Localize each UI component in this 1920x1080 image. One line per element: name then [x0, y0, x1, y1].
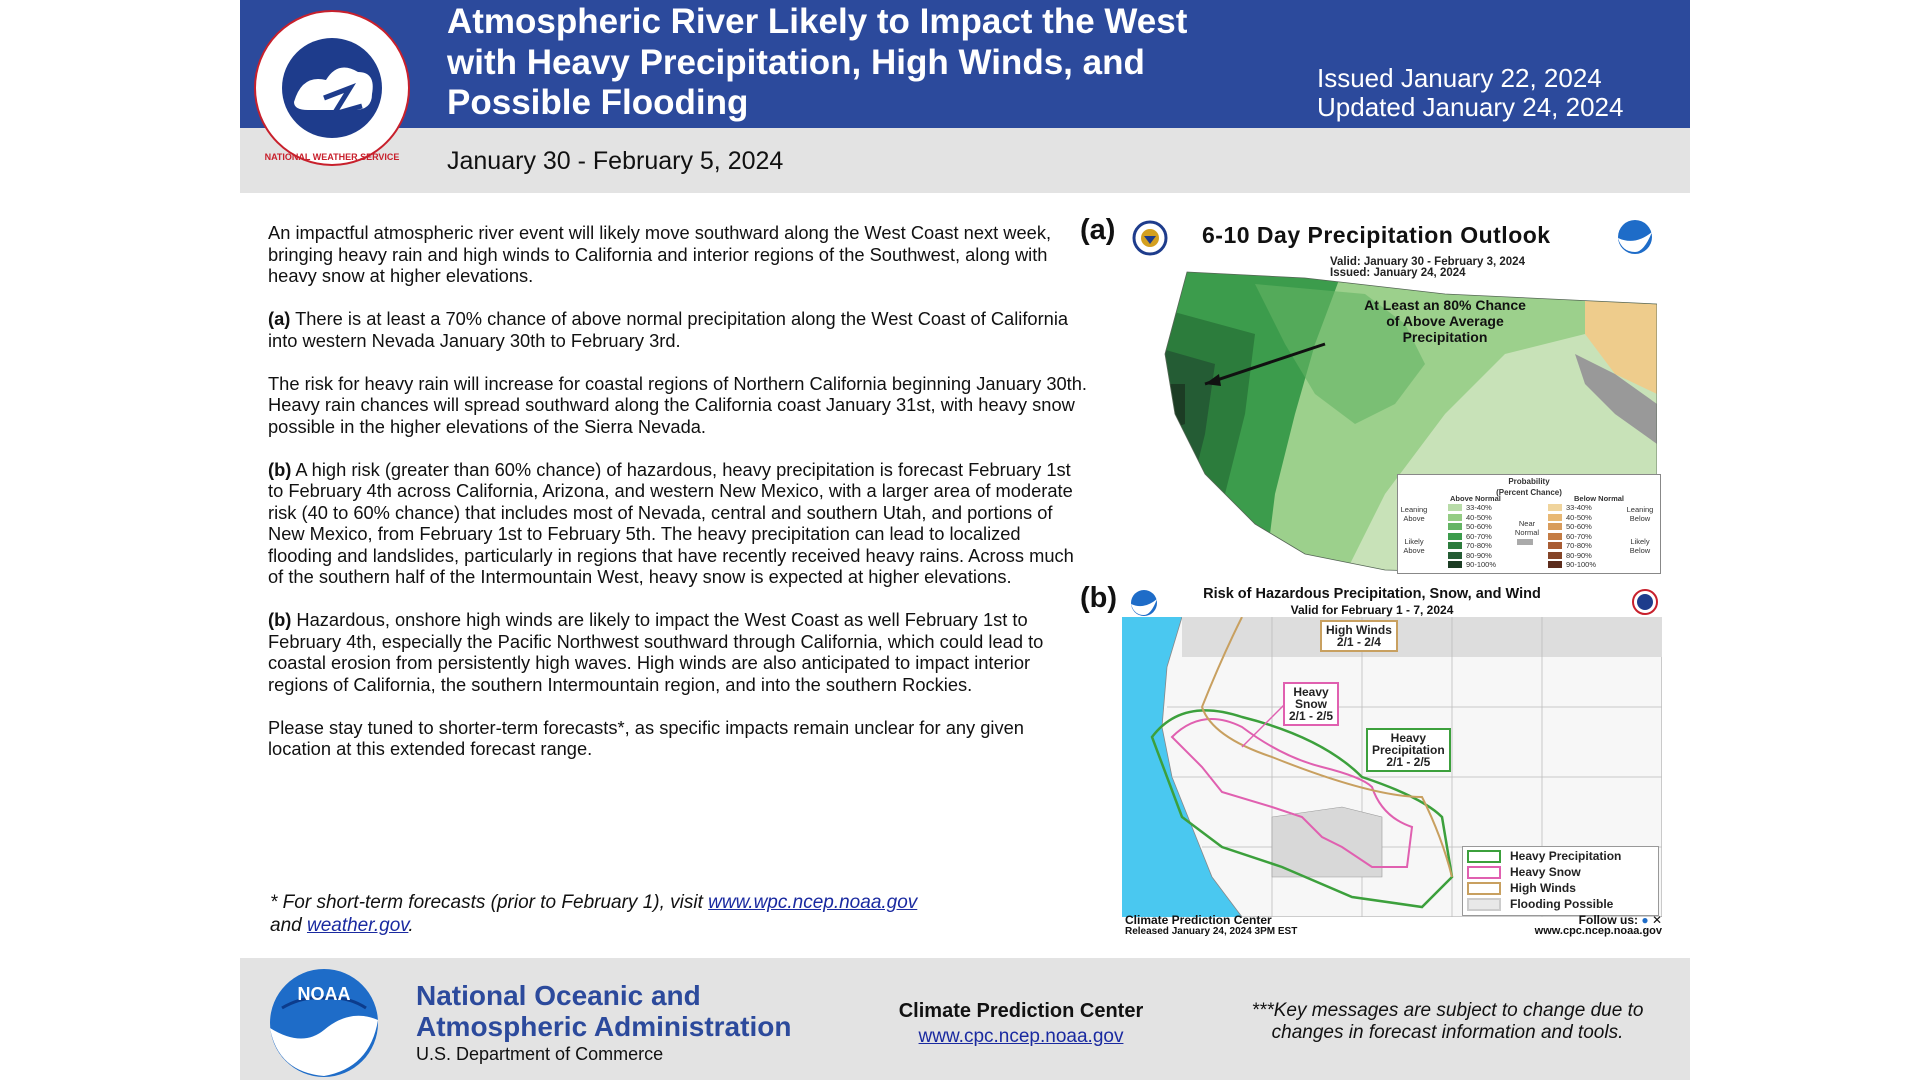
legend-above-range: 70-80% [1466, 541, 1492, 551]
legend-below-swatch [1548, 542, 1562, 549]
map-b-released: Released January 24, 2024 3PM EST [1125, 926, 1298, 937]
legend-below-row [1548, 503, 1596, 513]
hazards-legend [1462, 846, 1659, 916]
noaa-small-icon-b [1126, 588, 1162, 618]
cpc-link[interactable]: www.cpc.ncep.noaa.gov [918, 1026, 1124, 1047]
legend-leaning-below: Leaning Below [1626, 505, 1654, 523]
legend-flooding: Flooding Possible [1510, 897, 1614, 911]
legend-below-range: 33-40% [1566, 503, 1592, 513]
legend-high-winds: High Winds [1510, 881, 1576, 895]
label-b1: (b) [268, 458, 292, 480]
legend-subtitle: (Percent Chance) [1496, 488, 1562, 497]
swatch-heavy-precip [1467, 850, 1501, 863]
legend-heavy-snow: Heavy Snow [1510, 865, 1581, 879]
legend-above-row [1448, 503, 1496, 513]
footnote [270, 891, 1090, 937]
risk-title: Risk of Hazardous Precipitation, Snow, and Wind [1203, 586, 1541, 602]
legend-below-swatch [1548, 514, 1562, 521]
legend-above-swatch [1448, 514, 1462, 521]
updated-date: Updated January 24, 2024 [1317, 92, 1624, 122]
slide [240, 0, 1690, 1080]
legend-near-normal: Near Normal [1514, 519, 1540, 537]
risk-title-block [1172, 586, 1572, 618]
probability-legend [1397, 474, 1661, 574]
legend-below-swatches [1548, 503, 1596, 570]
legend-above-swatch [1448, 533, 1462, 540]
legend-below-row [1548, 560, 1596, 570]
paragraph-rain: The risk for heavy rain will increase for coastal regions of Northern California beginning January 30th. Heavy rain chances will spread southward along the California coast January 31st, with heavy snow possible in the higher elevations of the Sierra Nevada. [268, 372, 1088, 437]
legend-below-swatch [1548, 561, 1562, 568]
panel-b-label: (b) [1080, 582, 1118, 614]
legend-above-header: Above Normal [1450, 494, 1501, 503]
legend-below-range: 90-100% [1566, 560, 1597, 570]
legend-below-header: Below Normal [1574, 494, 1625, 503]
label-high-winds [1320, 620, 1398, 652]
map-b-org: Climate Prediction Center [1125, 913, 1272, 927]
legend-below-row [1548, 513, 1596, 523]
intro-paragraph: An impactful atmospheric river event will likely move southward along the West Coast next week, bringing heavy rain and high winds to California and interior regions of the Southwest, along with heavy snow at higher elevations. [268, 222, 1052, 286]
legend-above-row [1448, 532, 1496, 542]
heavy-snow-text-2: Snow [1295, 697, 1328, 711]
paragraph-b2 [268, 609, 1088, 695]
legend-below-range: 40-50% [1566, 512, 1592, 522]
doc-name: U.S. Department of Commerce [416, 1044, 664, 1064]
paragraph-a [268, 308, 1088, 351]
swatch-heavy-snow [1467, 866, 1501, 879]
paragraph-b1 [268, 459, 1088, 588]
legend-heavy-precip: Heavy Precipitation [1510, 849, 1622, 863]
callout-line-2: of Above Average [1386, 313, 1504, 329]
heavy-snow-dates: 2/1 - 2/5 [1289, 709, 1334, 723]
legend-below-swatch [1548, 533, 1562, 540]
legend-below-row [1548, 522, 1596, 532]
noaa-small-icon [1612, 218, 1658, 256]
high-winds-text: High Winds [1326, 623, 1392, 637]
legend-likely-below: Likely Below [1629, 537, 1651, 555]
legend-row-flooding [1467, 896, 1658, 912]
map-b-url[interactable]: www.cpc.ncep.noaa.gov [1534, 925, 1662, 937]
legend-below-range: 60-70% [1566, 531, 1592, 541]
legend-above-row [1448, 522, 1496, 532]
outlook-valid: Valid: January 30 - February 3, 2024 [1330, 256, 1525, 268]
key-messages-note: ***Key messages are subject to change due to changes in forecast information and tools. [1251, 1000, 1644, 1043]
weather-gov-link[interactable]: weather.gov [306, 915, 409, 936]
high-winds-dates: 2/1 - 2/4 [1336, 635, 1381, 649]
legend-above-swatch [1448, 523, 1462, 530]
map-b-footer [1125, 915, 1662, 937]
footnote-pre: * For short-term forecasts (prior to February 1), visit [270, 892, 709, 913]
legend-near-swatch [1517, 539, 1533, 545]
nws-logo [254, 10, 410, 166]
body-text [268, 222, 1088, 781]
date-range: January 30 - February 5, 2024 [447, 147, 784, 175]
legend-above-range: 33-40% [1466, 503, 1492, 513]
map-b-follow-block [1535, 915, 1662, 937]
legend-above-range: 60-70% [1466, 531, 1492, 541]
page-title: Atmospheric River Likely to Impact the West with Heavy Precipitation, High Winds, and Possible Flooding [447, 2, 1188, 122]
legend-above-swatch [1448, 504, 1462, 511]
legend-below-row [1548, 551, 1596, 561]
wpc-link[interactable]: www.wpc.ncep.noaa.gov [708, 892, 918, 913]
outlook-issued: Issued: January 24, 2024 [1330, 267, 1466, 279]
legend-row-heavy-precip [1467, 848, 1658, 864]
facebook-icon[interactable]: ● [1641, 913, 1649, 927]
legend-above-row [1448, 551, 1496, 561]
legend-above-range: 90-100% [1466, 560, 1497, 570]
cpc-name: Climate Prediction Center [898, 1000, 1144, 1022]
noaa-name [416, 980, 791, 1042]
noaa-logo [262, 968, 386, 1078]
x-icon[interactable]: ✕ [1651, 913, 1662, 927]
legend-below-swatch [1548, 552, 1562, 559]
label-b2: (b) [268, 609, 292, 630]
legend-below-range: 70-80% [1566, 541, 1592, 551]
issued-dates [1317, 64, 1623, 122]
legend-above-swatch [1448, 552, 1462, 559]
legend-above-range: 50-60% [1466, 522, 1492, 532]
heavy-snow-text-1: Heavy [1293, 685, 1329, 699]
legend-leaning-above: Leaning Above [1400, 505, 1428, 523]
legend-below-row [1548, 541, 1596, 551]
label-heavy-snow [1283, 682, 1339, 726]
legend-above-range: 80-90% [1466, 550, 1492, 560]
heavy-precip-text-2: Precipitation [1372, 743, 1445, 757]
doc-seal-icon [1128, 220, 1172, 256]
legend-above-range: 40-50% [1466, 512, 1492, 522]
label-heavy-precip [1366, 728, 1451, 772]
legend-row-heavy-snow [1467, 864, 1658, 880]
paragraph-a-text: There is at least a 70% chance of above normal precipitation along the West Coast of California into western Nevada January 30th to February 3rd. [268, 308, 1069, 351]
legend-above-swatch [1448, 542, 1462, 549]
legend-above-swatches [1448, 503, 1496, 570]
legend-title: Probability [1508, 477, 1550, 486]
issued-date: Issued January 22, 2024 [1317, 63, 1602, 93]
legend-row-high-winds [1467, 880, 1658, 896]
legend-below-range: 80-90% [1566, 550, 1592, 560]
footnote-mid: and [270, 915, 307, 936]
nws-small-icon [1628, 588, 1662, 616]
swatch-flooding [1467, 898, 1501, 911]
footnote-end: . [408, 915, 414, 936]
legend-below-row [1548, 532, 1596, 542]
legend-above-row [1448, 513, 1496, 523]
legend-above-row [1448, 560, 1496, 570]
outlook-title: 6-10 Day Precipitation Outlook [1202, 222, 1551, 248]
paragraph-b2-text: Hazardous, onshore high winds are likely to impact the West Coast as well February 1st to February 4th, especially the Pacific Northwest southward through California, which could lead to coastal erosion from persistently high waves. High winds are also anticipated to impact interior regions of California, the southern Intermountain region, and into the southern Rockies. [268, 609, 1044, 695]
legend-below-range: 50-60% [1566, 522, 1592, 532]
legend-above-row [1448, 541, 1496, 551]
noaa-line-1: National Oceanic and [416, 980, 701, 1011]
panel-a-label: (a) [1080, 214, 1116, 246]
legend-above-swatch [1448, 561, 1462, 568]
legend-below-swatch [1548, 523, 1562, 530]
legend-likely-above: Likely Above [1403, 537, 1425, 555]
noaa-line-2: Atmospheric Administration [416, 1011, 792, 1042]
paragraph-b1-text: A high risk (greater than 60% chance) of hazardous, heavy precipitation is forecast February 1st to February 4th across California, Arizona, and western New Mexico, with a larger area of moderate risk (40 to 60% chance) that includes most of Nevada, central and southern Utah, and portions of New Mexico, from February 1st to February 5th. The heavy precipitation can lead to localized flooding and landslides, particularly in regions that have recently received heavy rains. Across much of the southern half of the Intermountain West, heavy snow is expected at higher elevations. [268, 458, 1074, 587]
paragraph-stay-tuned: Please stay tuned to shorter-term forecasts*, as specific impacts remain unclear for any given location at this extended forecast range. [268, 716, 1024, 759]
callout-line-1: At Least an 80% Chance [1364, 297, 1526, 313]
label-a: (a) [268, 308, 291, 329]
legend-below-swatch [1548, 504, 1562, 511]
callout-line-3: Precipitation [1402, 329, 1488, 345]
risk-valid: Valid for February 1 - 7, 2024 [1290, 603, 1454, 617]
svg-text:NOAA: NOAA [297, 984, 351, 1004]
heavy-precip-text-1: Heavy [1390, 731, 1427, 745]
svg-text:NATIONAL WEATHER SERVICE: NATIONAL WEATHER SERVICE [264, 152, 400, 162]
follow-text: Follow us: [1578, 913, 1638, 927]
swatch-high-winds [1467, 882, 1501, 895]
heavy-precip-dates: 2/1 - 2/5 [1386, 755, 1431, 769]
